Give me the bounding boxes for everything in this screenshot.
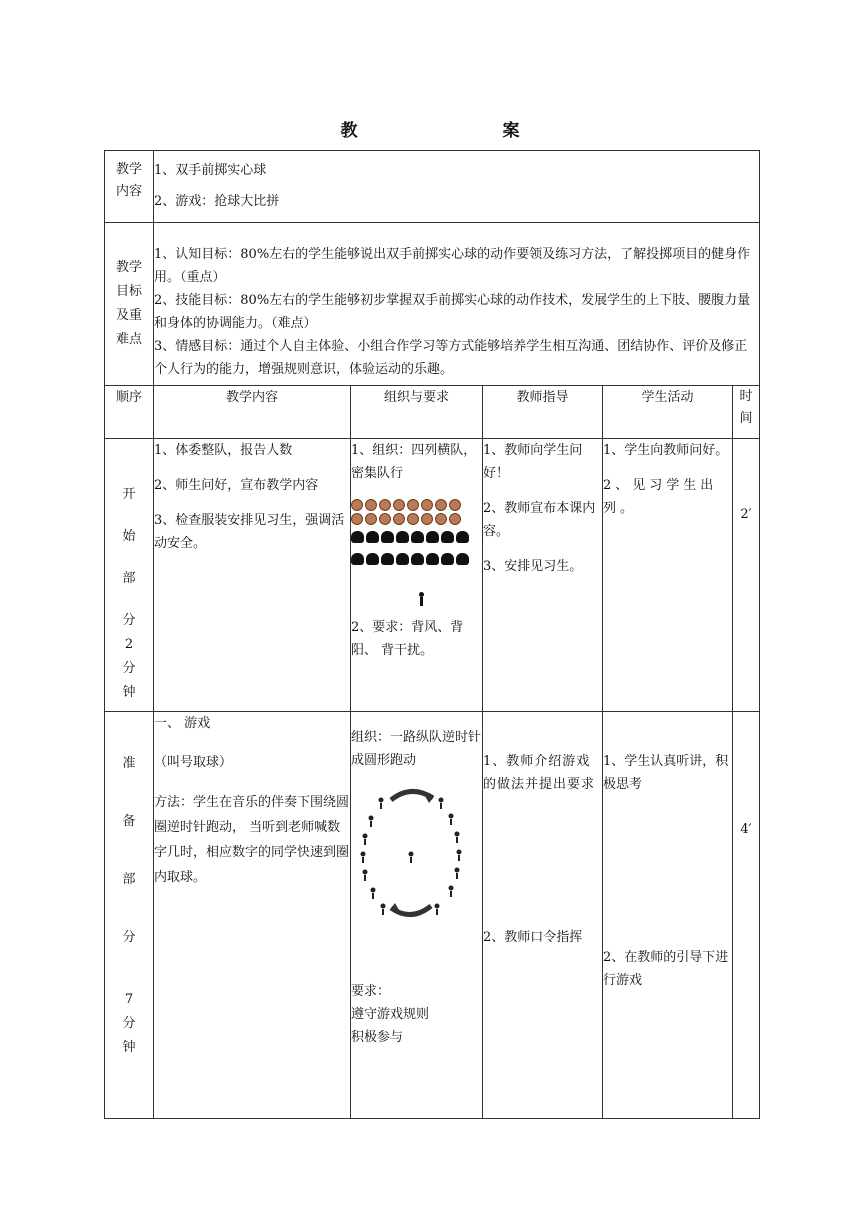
title-char-2: 案	[502, 121, 520, 141]
circle-formation-diagram	[351, 778, 471, 928]
start-content-item: 1、体委整队，报告人数	[154, 443, 293, 458]
objective-item: 2、技能目标：80%左右的学生能够初步掌握双手前掷实心球的动作技术，发展学生的上下肢、腰腹力量和身体的协调能力。（难点）	[154, 293, 751, 331]
student-row-icons	[351, 513, 482, 525]
start-teacher-item: 3、安排见习生。	[483, 559, 583, 574]
start-section-row	[105, 439, 760, 712]
header-row	[105, 386, 760, 439]
objective-item: 3、情感目标：通过个人自主体验、小组合作学习等方式能够培养学生相互沟通、团结协作、评价及修正个人行为的能力，增强规则意识，体验运动的乐趣。	[154, 339, 748, 377]
prep-req-item: 遵守游戏规则	[351, 1007, 430, 1022]
start-teacher-item: 1、教师向学生问好！	[483, 443, 583, 481]
start-section-label: 开 始 部 分 2 分 钟	[122, 487, 136, 700]
prep-req-title: 要求：	[351, 984, 391, 999]
prep-student-item: 1、学生认真听讲，积极思考	[603, 754, 729, 792]
start-content-item: 2、师生问好，宣布教学内容	[154, 478, 319, 493]
student-row-icons	[351, 531, 482, 543]
header-teacher: 教师指导	[483, 386, 603, 439]
start-org-requirement: 2、要求：背风、背阳、 背干扰。	[351, 620, 464, 658]
prep-req-item: 积极参与	[351, 1030, 404, 1045]
objectives-row	[105, 223, 760, 386]
prep-teacher-item: 1、教师介绍游戏的做法并提出要求	[483, 754, 596, 792]
prep-org-text: 组织：一路纵队逆时针成圆形跑动	[351, 730, 482, 768]
start-student-item: 1、学生向教师问好。	[603, 443, 729, 458]
content-label: 教学内容	[115, 162, 142, 199]
start-time: 2′	[740, 507, 752, 522]
content-item: 1、双手前掷实心球	[154, 163, 267, 178]
header-order: 顺序	[105, 386, 154, 439]
prep-content-title: 一、 游戏	[154, 716, 211, 731]
content-row	[105, 151, 760, 223]
lesson-plan-table	[104, 150, 760, 1119]
prep-section-label: 准 备 部 分 7 分 钟	[122, 756, 136, 1055]
start-org-text: 1、组织：四列横队，密集队行	[351, 443, 477, 481]
teacher-icon	[418, 592, 425, 606]
formation-diagram	[351, 499, 482, 614]
start-content-item: 3、检查服装安排见习生，强调活动安全。	[154, 513, 345, 551]
content-item: 2、游戏：抢球大比拼	[154, 194, 280, 209]
objectives-label: 教学目标及重难点	[115, 260, 142, 347]
start-teacher-item: 2、教师宣布本课内容。	[483, 501, 596, 539]
page-title	[0, 116, 860, 141]
prep-section-row	[105, 712, 760, 1119]
student-row-icons	[351, 553, 482, 565]
prep-content-sub: （叫号取球）	[154, 755, 233, 770]
objective-item: 1、认知目标：80%左右的学生能够说出双手前掷实心球的动作要领及练习方法，了解投掷项目的健身作用。（重点）	[154, 247, 751, 285]
title-char-1: 教	[340, 121, 358, 141]
header-organization: 组织与要求	[351, 386, 483, 439]
prep-content-method: 方法：学生在音乐的伴奏下围绕圆圈逆时针跑动， 当听到老师喊数字几时，相应数字的同学快速到圈内取球。	[154, 795, 350, 885]
header-time: 时间	[739, 389, 753, 426]
header-student: 学生活动	[603, 386, 733, 439]
student-row-icons	[351, 499, 482, 511]
prep-time: 4′	[740, 822, 752, 837]
header-content: 教学内容	[154, 386, 351, 439]
start-student-item: 2、见习学生出列。	[603, 478, 718, 516]
prep-teacher-item: 2、教师口令指挥	[483, 930, 583, 945]
prep-student-item: 2、在教师的引导下进行游戏	[603, 950, 729, 988]
